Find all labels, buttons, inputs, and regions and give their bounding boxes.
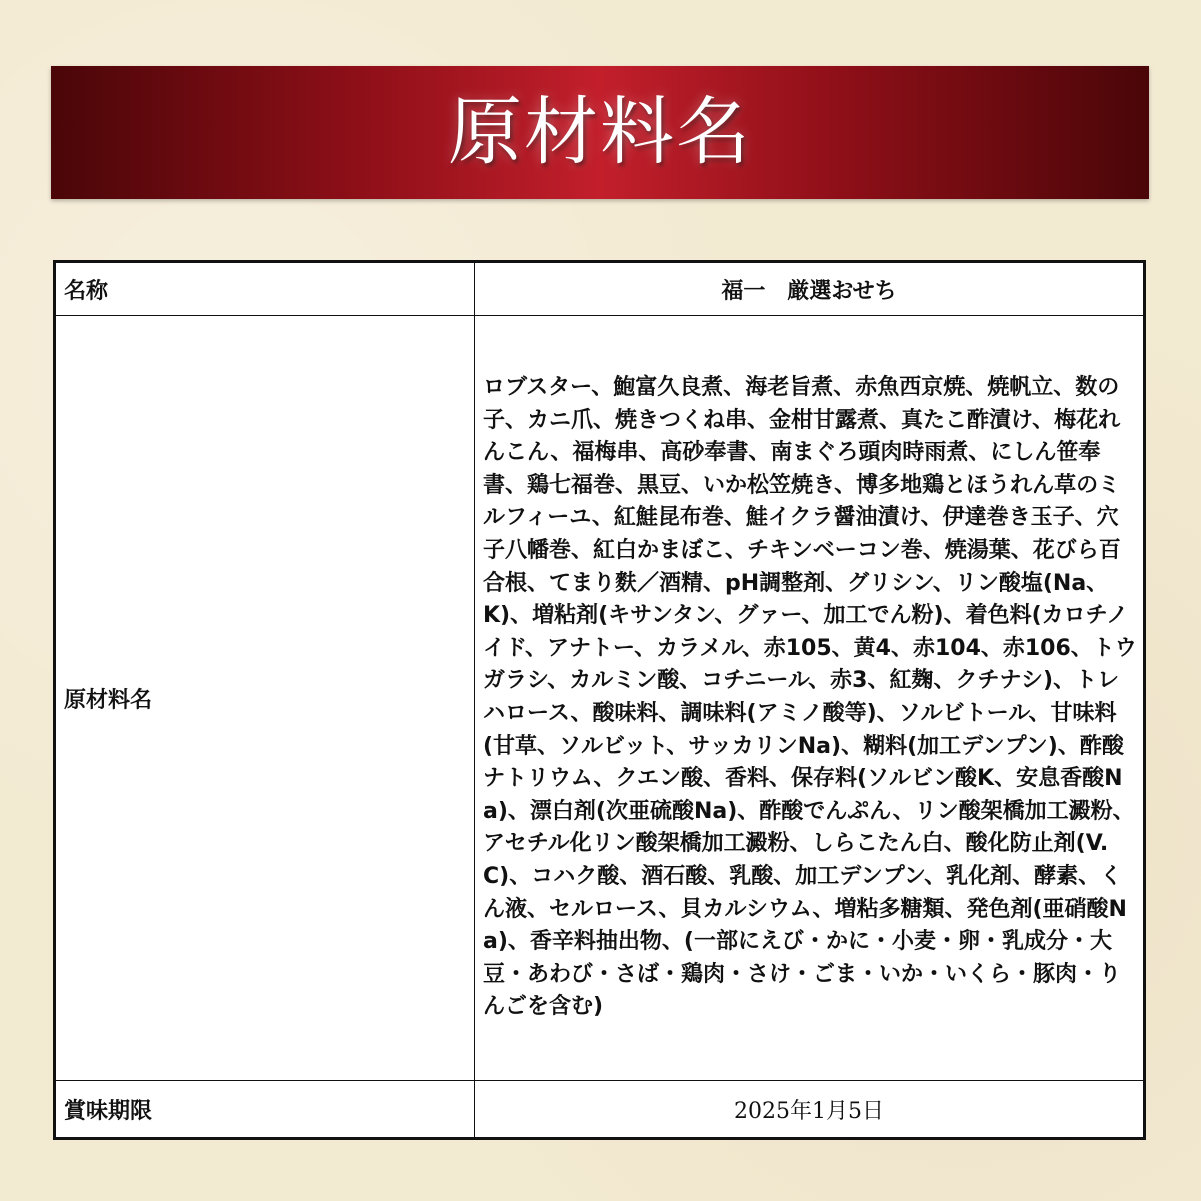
table-row-product-name — [55, 262, 1145, 316]
expiry-value: 2025年1月5日 — [475, 1081, 1145, 1139]
product-name-label: 名称 — [55, 262, 475, 316]
page-title: 原材料名 — [448, 89, 752, 175]
expiry-label: 賞味期限 — [55, 1081, 475, 1139]
ingredients-label: 原材料名 — [55, 316, 475, 1081]
product-name-value: 福一 厳選おせち — [475, 262, 1145, 316]
table-row-ingredients — [55, 316, 1145, 1081]
ingredients-value: ロブスター、鮑富久良煮、海老旨煮、赤魚西京焼、焼帆立、数の子、カニ爪、焼きつくね串、金柑甘露煮、真たこ酢漬け、梅花れんこん、福梅串、高砂奉書、南まぐろ頭肉時雨煮、にしん笹奉書、鶏七福巻、黒豆、いか松笠焼き、博多地鶏とほうれん草のミルフィーユ、紅鮭昆布巻、鮭イクラ醤油漬け、伊達巻き玉子、穴子八幡巻、紅白かまぼこ、チキンベーコン巻、焼湯葉、花びら百合根、てまり麩／酒精、pH調整剤、グリシン、リン酸塩(Na、K)、増粘剤(キサンタン、グァー、加工でん粉)、着色料(カロチノイド、アナトー、カラメル、赤105、黄4、赤104、赤106、トウガラシ、カルミン酸、コチニール、赤3、紅麹、クチナシ)、トレハロース、酸味料、調味料(アミノ酸等)、ソルビトール、甘味料(甘草、ソルビット、サッカリンNa)、糊料(加工デンプン)、酢酸ナトリウム、クエン酸、香料、保存料(ソルビン酸K、安息香酸Na)、漂白剤(次亜硫酸Na)、酢酸でんぷん、リン酸架橋加工澱粉、アセチル化リン酸架橋加工澱粉、しらこたん白、酸化防止剤(V.C)、コハク酸、酒石酸、乳酸、加工デンプン、乳化剤、酵素、くん液、セルロース、貝カルシウム、増粘多糖類、発色剤(亜硝酸Na)、香辛料抽出物、(一部にえび・かに・小麦・卵・乳成分・大豆・あわび・さば・鶏肉・さけ・ごま・いか・いくら・豚肉・りんごを含む) — [475, 316, 1145, 1081]
table-row-expiry — [55, 1081, 1145, 1139]
product-info-table — [53, 260, 1146, 1140]
title-banner — [51, 66, 1149, 199]
